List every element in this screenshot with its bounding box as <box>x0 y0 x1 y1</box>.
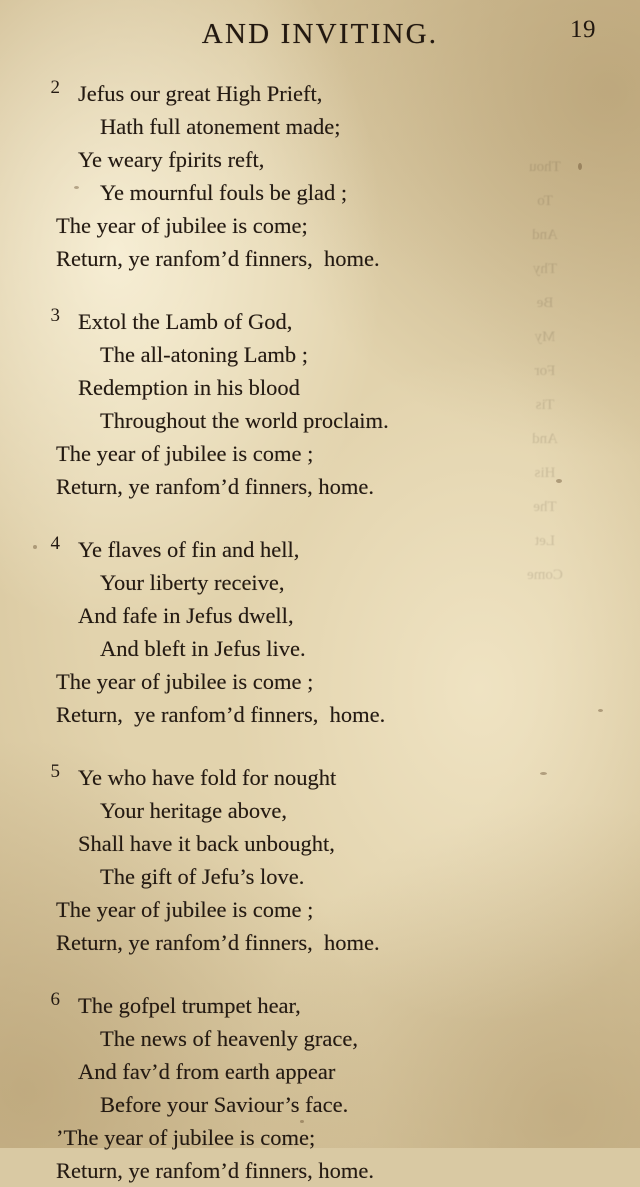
stanza-lines <box>56 305 600 503</box>
hymn-line: And fav’d from earth appear <box>78 1059 336 1084</box>
hymn-line: ’The year of jubilee is come; <box>56 1125 316 1150</box>
verso-showthrough: Thou To And Thy Be My For Tis And His The Let Come <box>527 159 563 583</box>
hymn-line: Jefus our great High Prieft, <box>78 81 323 106</box>
stanza <box>34 533 600 731</box>
hymn-line: The news of heavenly grace, <box>100 1026 359 1051</box>
page-number: 19 <box>570 16 596 43</box>
stanza-number: 2 <box>50 77 60 98</box>
hymn-line: Ye mournful fouls be glad ; <box>100 180 348 205</box>
stanza-number: 4 <box>50 533 60 554</box>
stanza <box>34 761 600 959</box>
hymn-line: Ye who have fold for nought <box>78 765 337 790</box>
hymn-line: The gofpel trumpet hear, <box>78 993 301 1018</box>
hymn-line: Extol the Lamb of God, <box>78 309 293 334</box>
hymn-line: Redemption in his blood <box>78 375 300 400</box>
stanza-lines <box>56 989 600 1187</box>
stanza-number: 5 <box>50 761 60 782</box>
hymn-line: The year of jubilee is come; <box>56 213 308 238</box>
hymn-line: Return, ye ranfom’d finners, home. <box>56 1158 375 1183</box>
stanza <box>34 77 600 275</box>
hymn-line: The all-atoning Lamb ; <box>100 342 309 367</box>
running-title: AND INVITING. <box>201 18 439 50</box>
hymn-line: The year of jubilee is come ; <box>56 441 314 466</box>
hymn-line: And bleft in Jefus live. <box>100 636 306 661</box>
stanza <box>34 305 600 503</box>
stanza-lines <box>56 77 600 275</box>
hymn-line: The gift of Jefu’s love. <box>100 864 305 889</box>
stanza <box>34 989 600 1187</box>
stanza-number: 6 <box>50 989 60 1010</box>
stanza-lines <box>56 533 600 731</box>
hymn-line: Throughout the world proclaim. <box>100 408 389 433</box>
hymn-body <box>0 51 640 1187</box>
hymn-line: Return, ye ranfom’d finners, home. <box>56 474 375 499</box>
hymn-line: Ye flaves of fin and hell, <box>78 537 300 562</box>
hymn-line: Ye weary fpirits reft, <box>78 147 265 172</box>
hymn-line: Return, ye ranfom’d finners, home. <box>56 702 386 727</box>
hymn-line: Return, ye ranfom’d finners, home. <box>56 246 380 271</box>
hymn-line: Return, ye ranfom’d finners, home. <box>56 930 380 955</box>
hymn-line: The year of jubilee is come ; <box>56 897 314 922</box>
hymn-line: And fafe in Jefus dwell, <box>78 603 294 628</box>
hymn-line: Before your Saviour’s face. <box>100 1092 349 1117</box>
stanza-number: 3 <box>50 305 60 326</box>
stanza-lines <box>56 761 600 959</box>
hymn-line: Shall have it back unbought, <box>78 831 335 856</box>
hymn-line: The year of jubilee is come ; <box>56 669 314 694</box>
page-header <box>0 0 640 51</box>
hymn-line: Your liberty receive, <box>100 570 285 595</box>
hymn-line: Your heritage above, <box>100 798 288 823</box>
hymn-line: Hath full atonement made; <box>100 114 341 139</box>
